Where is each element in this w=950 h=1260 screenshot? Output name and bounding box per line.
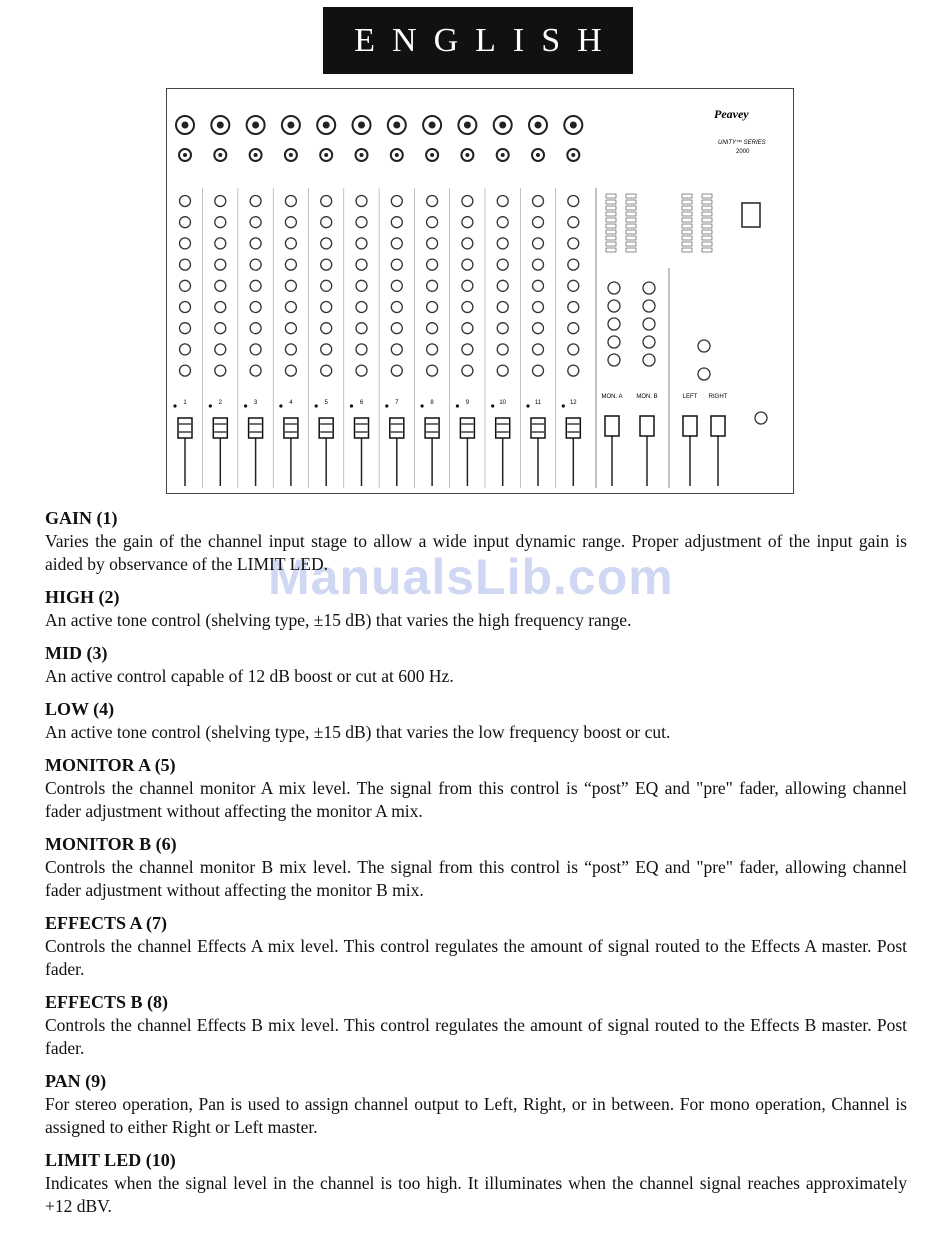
knob-icon — [462, 259, 473, 270]
section-title: MONITOR A (5) — [45, 755, 176, 775]
knob-icon — [285, 259, 296, 270]
knob-icon — [285, 196, 296, 207]
knob-icon — [356, 217, 367, 228]
knob-icon — [391, 238, 402, 249]
knob-icon — [180, 344, 191, 355]
knob-icon — [497, 365, 508, 376]
knob-icon — [533, 259, 544, 270]
control-descriptions — [45, 506, 907, 1227]
knob-icon — [568, 280, 579, 291]
brand-logo-text: Peavey — [714, 107, 749, 121]
knob-icon — [427, 217, 438, 228]
section-body: Controls the channel Effects A mix level. This control regulates the amount of signal routed to the Effects A master. Post fader. — [45, 936, 907, 979]
knob-icon — [497, 196, 508, 207]
section-title: HIGH (2) — [45, 587, 120, 607]
knob-icon — [698, 368, 710, 380]
limit-led-icon — [315, 404, 318, 407]
limit-led-icon — [209, 404, 212, 407]
knob-icon — [568, 196, 579, 207]
knob-icon — [568, 238, 579, 249]
fader-cap — [683, 416, 697, 436]
section-title: LOW (4) — [45, 699, 115, 719]
fader-cap — [605, 416, 619, 436]
limit-led-icon — [350, 404, 353, 407]
fader-cap — [390, 418, 404, 438]
knob-icon — [356, 259, 367, 270]
fader-cap — [319, 418, 333, 438]
section-body: Indicates when the signal level in the channel is too high. It illuminates when the channel signal reaches approximately +12 dBV. — [45, 1173, 907, 1216]
knob-icon — [356, 365, 367, 376]
mixer-panel-diagram — [166, 88, 794, 494]
knob-icon — [608, 318, 620, 330]
fader-cap — [249, 418, 263, 438]
knob-icon — [321, 344, 332, 355]
channel-number: 1 — [183, 400, 187, 406]
knob-icon — [497, 259, 508, 270]
knob-icon — [608, 354, 620, 366]
knob-icon — [427, 323, 438, 334]
knob-icon — [643, 300, 655, 312]
knob-icon — [391, 323, 402, 334]
knob-icon — [462, 302, 473, 313]
channel-number: 11 — [534, 400, 542, 406]
channel-number: 4 — [289, 400, 293, 406]
meter-led — [702, 212, 712, 216]
knob-icon — [568, 259, 579, 270]
knob-icon — [533, 365, 544, 376]
meter-led — [626, 224, 636, 228]
meter-led — [606, 206, 616, 210]
meter-led — [606, 218, 616, 222]
section-body: Controls the channel monitor A mix level. The signal from this control is “post” EQ and "pre" fader, allowing channel fader adjustment without affecting the monitor A mix. — [45, 778, 907, 821]
knob-icon — [391, 259, 402, 270]
limit-led-icon — [421, 404, 424, 407]
knob-icon — [391, 344, 402, 355]
fader-cap — [566, 418, 580, 438]
meter-led — [682, 206, 692, 210]
knob-icon — [568, 323, 579, 334]
knob-icon — [427, 196, 438, 207]
section-title: PAN (9) — [45, 1071, 107, 1091]
knob-icon — [568, 365, 579, 376]
knob-icon — [215, 323, 226, 334]
knob-icon — [533, 302, 544, 313]
knob-icon — [285, 323, 296, 334]
fader-cap — [711, 416, 725, 436]
meter-led — [626, 236, 636, 240]
section-title: EFFECTS B (8) — [45, 992, 169, 1012]
knob-icon — [462, 323, 473, 334]
knob-icon — [321, 217, 332, 228]
model-number: 2000 — [736, 149, 750, 155]
meter-led — [702, 224, 712, 228]
knob-icon — [250, 365, 261, 376]
knob-icon — [321, 196, 332, 207]
knob-icon — [250, 302, 261, 313]
meter-led — [702, 194, 712, 198]
knob-icon — [698, 340, 710, 352]
knob-icon — [427, 365, 438, 376]
knob-icon — [533, 217, 544, 228]
meter-led — [702, 248, 712, 252]
fader-cap — [178, 418, 192, 438]
section-body: Varies the gain of the channel input stage to allow a wide input dynamic range. Proper adjustment of the input gain is aided by observance of the LIMIT LED. — [45, 531, 907, 574]
knob-icon — [643, 336, 655, 348]
knob-icon — [391, 365, 402, 376]
limit-led-icon — [456, 404, 459, 407]
channel-number: 10 — [499, 400, 507, 406]
channel-number: 12 — [569, 400, 577, 406]
knob-icon — [643, 282, 655, 294]
section — [45, 832, 907, 902]
meter-led — [682, 230, 692, 234]
meter-led — [702, 230, 712, 234]
power-switch-icon — [742, 203, 760, 227]
meter-led — [702, 218, 712, 222]
knob-icon — [180, 259, 191, 270]
knob-icon — [391, 196, 402, 207]
section — [45, 1069, 907, 1139]
knob-icon — [427, 302, 438, 313]
knob-icon — [250, 259, 261, 270]
meter-led — [682, 212, 692, 216]
knob-icon — [391, 217, 402, 228]
knob-icon — [462, 365, 473, 376]
meter-led — [682, 224, 692, 228]
header-title: ENGLISH — [354, 21, 619, 59]
meter-led — [702, 242, 712, 246]
channel-number: 2 — [218, 400, 222, 406]
section — [45, 990, 907, 1060]
fader-cap — [496, 418, 510, 438]
meter-led — [682, 248, 692, 252]
knob-icon — [180, 196, 191, 207]
section — [45, 697, 907, 744]
knob-icon — [215, 217, 226, 228]
model-label: UNITY™ SERIES — [718, 140, 766, 146]
knob-icon — [215, 280, 226, 291]
knob-icon — [462, 238, 473, 249]
knob-icon — [427, 259, 438, 270]
meter-led — [626, 218, 636, 222]
knob-icon — [180, 238, 191, 249]
knob-icon — [285, 238, 296, 249]
meter-led — [626, 206, 636, 210]
limit-led-icon — [385, 404, 388, 407]
knob-icon — [250, 280, 261, 291]
knob-icon — [321, 323, 332, 334]
meter-led — [626, 200, 636, 204]
fader-cap — [640, 416, 654, 436]
channel-number: 9 — [465, 400, 470, 406]
knob-icon — [497, 323, 508, 334]
meter-led — [682, 218, 692, 222]
headphone-jack-icon — [755, 412, 767, 424]
limit-led-icon — [491, 404, 494, 407]
limit-led-icon — [562, 404, 565, 407]
knob-icon — [427, 344, 438, 355]
knob-icon — [568, 302, 579, 313]
section-body: An active tone control (shelving type, ±15 dB) that varies the low frequency boost or cut. — [45, 722, 671, 742]
knob-icon — [497, 217, 508, 228]
section-body: Controls the channel Effects B mix level. This control regulates the amount of signal routed to the Effects B master. Post fader. — [45, 1015, 907, 1058]
knob-icon — [608, 336, 620, 348]
section — [45, 753, 907, 823]
section-title: GAIN (1) — [45, 508, 118, 528]
knob-icon — [215, 238, 226, 249]
knob-icon — [643, 318, 655, 330]
knob-icon — [250, 217, 261, 228]
section-title: MID (3) — [45, 643, 108, 663]
knob-icon — [250, 238, 261, 249]
knob-icon — [215, 365, 226, 376]
knob-icon — [321, 302, 332, 313]
knob-icon — [462, 196, 473, 207]
knob-icon — [533, 196, 544, 207]
knob-icon — [427, 280, 438, 291]
meter-led — [682, 236, 692, 240]
section — [45, 585, 907, 632]
section — [45, 506, 907, 576]
section-body: An active control capable of 12 dB boost or cut at 600 Hz. — [45, 666, 454, 686]
section-title: LIMIT LED (10) — [45, 1150, 176, 1170]
knob-icon — [180, 302, 191, 313]
meter-led — [606, 212, 616, 216]
section — [45, 911, 907, 981]
meter-led — [626, 230, 636, 234]
meter-led — [702, 206, 712, 210]
knob-icon — [285, 365, 296, 376]
channel-number: 7 — [395, 400, 399, 406]
limit-led-icon — [173, 404, 176, 407]
meter-led — [702, 200, 712, 204]
meter-led — [682, 194, 692, 198]
section-body: Controls the channel monitor B mix level. The signal from this control is “post” EQ and "pre" fader, allowing channel fader adjustment without affecting the monitor B mix. — [45, 857, 907, 900]
knob-icon — [250, 196, 261, 207]
meter-led — [626, 212, 636, 216]
fader-cap — [460, 418, 474, 438]
knob-icon — [215, 259, 226, 270]
channel-number: 8 — [430, 400, 434, 406]
knob-icon — [608, 300, 620, 312]
master-label: LEFT — [682, 394, 698, 400]
meter-led — [682, 242, 692, 246]
meter-led — [606, 236, 616, 240]
knob-icon — [180, 323, 191, 334]
knob-icon — [568, 344, 579, 355]
knob-icon — [356, 280, 367, 291]
meter-led — [606, 224, 616, 228]
fader-cap — [213, 418, 227, 438]
channel-number: 6 — [359, 400, 364, 406]
section-title: EFFECTS A (7) — [45, 913, 168, 933]
knob-icon — [462, 217, 473, 228]
knob-icon — [568, 217, 579, 228]
fader-cap — [531, 418, 545, 438]
section-body: An active tone control (shelving type, ±15 dB) that varies the high frequency range. — [45, 610, 632, 630]
knob-icon — [321, 280, 332, 291]
master-label: MON. A — [601, 394, 623, 400]
knob-icon — [533, 238, 544, 249]
knob-icon — [285, 302, 296, 313]
knob-icon — [285, 280, 296, 291]
knob-icon — [497, 344, 508, 355]
channel-number: 3 — [253, 400, 258, 406]
knob-icon — [215, 196, 226, 207]
knob-icon — [321, 365, 332, 376]
knob-icon — [285, 217, 296, 228]
knob-icon — [533, 280, 544, 291]
knob-icon — [356, 196, 367, 207]
meter-led — [626, 248, 636, 252]
master-label: MON. B — [636, 394, 658, 400]
knob-icon — [608, 282, 620, 294]
knob-icon — [180, 365, 191, 376]
knob-icon — [497, 302, 508, 313]
knob-icon — [215, 302, 226, 313]
knob-icon — [462, 344, 473, 355]
meter-led — [626, 194, 636, 198]
meter-led — [606, 248, 616, 252]
knob-icon — [497, 280, 508, 291]
meter-led — [682, 200, 692, 204]
meter-led — [702, 236, 712, 240]
knob-icon — [250, 323, 261, 334]
watermark: ManualsLib.com — [268, 549, 674, 605]
meter-led — [626, 242, 636, 246]
meter-led — [606, 200, 616, 204]
fader-cap — [425, 418, 439, 438]
meter-led — [606, 242, 616, 246]
knob-icon — [533, 323, 544, 334]
knob-icon — [215, 344, 226, 355]
fader-cap — [355, 418, 369, 438]
knob-icon — [356, 323, 367, 334]
knob-icon — [321, 238, 332, 249]
knob-icon — [533, 344, 544, 355]
fader-cap — [284, 418, 298, 438]
knob-icon — [643, 354, 655, 366]
knob-icon — [391, 302, 402, 313]
knob-icon — [462, 280, 473, 291]
section-body: For stereo operation, Pan is used to assign channel output to Left, Right, or in between. For mono operation, Channel is assigned to either Right or Left master. — [45, 1094, 907, 1137]
knob-icon — [250, 344, 261, 355]
limit-led-icon — [279, 404, 282, 407]
limit-led-icon — [526, 404, 529, 407]
page-header-banner — [323, 7, 633, 74]
knob-icon — [321, 259, 332, 270]
section — [45, 641, 907, 688]
knob-icon — [180, 280, 191, 291]
knob-icon — [497, 238, 508, 249]
knob-icon — [391, 280, 402, 291]
knob-icon — [285, 344, 296, 355]
limit-led-icon — [244, 404, 247, 407]
master-label: RIGHT — [708, 394, 728, 400]
knob-icon — [356, 238, 367, 249]
knob-icon — [427, 238, 438, 249]
meter-led — [606, 230, 616, 234]
section-title: MONITOR B (6) — [45, 834, 177, 854]
section — [45, 1148, 907, 1218]
knob-icon — [180, 217, 191, 228]
knob-icon — [356, 344, 367, 355]
meter-led — [606, 194, 616, 198]
channel-number: 5 — [324, 400, 328, 406]
knob-icon — [356, 302, 367, 313]
